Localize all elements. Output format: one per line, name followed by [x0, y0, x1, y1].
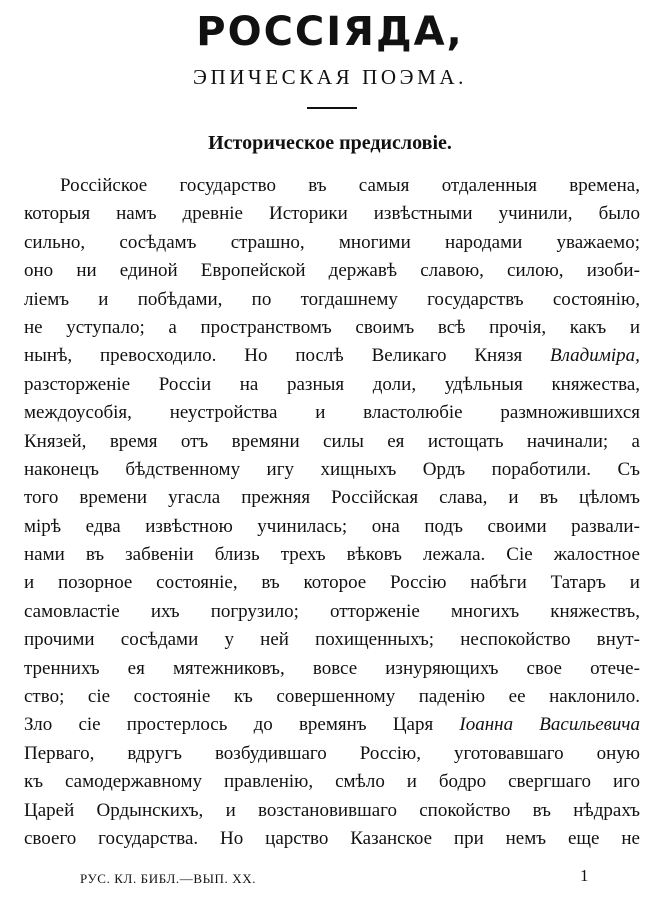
- body-word: всѣ: [437, 316, 466, 338]
- body-word: оно: [24, 260, 54, 282]
- body-word: спокойство: [419, 799, 511, 821]
- body-word: угасла: [168, 487, 221, 509]
- body-word: въ: [85, 544, 105, 566]
- body-word: Царя: [392, 714, 434, 736]
- body-word: послѣ: [295, 345, 344, 367]
- body-word: междоусобія,: [24, 402, 132, 424]
- body-word: ней: [260, 629, 289, 651]
- body-word: Ордынскихъ,: [96, 799, 204, 821]
- body-word: сильно,: [24, 231, 86, 253]
- body-word: сіе: [87, 686, 111, 708]
- body-word: княжествъ,: [550, 600, 640, 622]
- body-word: неспокойство: [460, 629, 571, 651]
- body-word: времени: [79, 487, 148, 509]
- body-word: размножившихся: [500, 402, 640, 424]
- body-word: подъ: [424, 515, 463, 537]
- body-word: простерлось: [126, 714, 228, 736]
- footer-signature: РУС. КЛ. БИБЛ.—ВЫП. XX.: [80, 871, 257, 886]
- body-word: забвеніи: [125, 544, 194, 566]
- body-word: княжества,: [551, 373, 640, 395]
- body-word: учинили,: [498, 203, 573, 225]
- body-word: Царей: [24, 799, 75, 821]
- body-word: внут-: [596, 629, 640, 651]
- body-word: въ: [532, 799, 551, 821]
- body-word: вовсе: [312, 657, 358, 679]
- body-word: учинилась;: [257, 515, 348, 537]
- body-word: разныя: [287, 373, 345, 395]
- title-divider: [307, 107, 357, 109]
- body-word: разсторженіе: [24, 373, 131, 395]
- page-number: 1: [580, 866, 589, 885]
- body-line: [24, 513, 640, 541]
- body-word: Владиміра,: [550, 345, 640, 367]
- body-word: треннихъ: [24, 657, 100, 679]
- body-line: [24, 257, 640, 285]
- document-subtitle: ЭПИЧЕСКАЯ ПОЭМА.: [193, 65, 467, 89]
- body-word: Россійское: [60, 175, 148, 196]
- body-word: многими: [338, 231, 411, 253]
- body-word: и: [508, 487, 519, 509]
- body-word: ни: [76, 260, 97, 282]
- body-word: Съ: [617, 458, 640, 480]
- body-word: нынѣ,: [24, 345, 73, 367]
- body-word: древніе: [182, 203, 243, 225]
- body-line: [24, 200, 640, 228]
- body-word: наконецъ: [24, 458, 99, 480]
- body-text: [24, 172, 640, 853]
- section-heading: Историческое предисловіе.: [208, 132, 452, 154]
- body-word: того: [24, 487, 59, 509]
- body-word: и: [98, 288, 109, 310]
- body-word: состояніе: [133, 686, 211, 708]
- body-word: лежала.: [422, 544, 486, 566]
- body-line: [24, 740, 640, 768]
- body-word: ство;: [24, 686, 65, 708]
- body-word: оную: [596, 742, 640, 764]
- body-word: намъ: [116, 203, 157, 225]
- body-word: едва: [85, 515, 121, 537]
- body-line: [24, 541, 640, 569]
- body-word: до: [253, 714, 273, 736]
- body-word: смѣло: [335, 771, 385, 793]
- body-word: нами: [24, 544, 65, 566]
- body-word: извѣстными: [373, 203, 473, 225]
- body-word: цѣломъ: [578, 487, 640, 509]
- body-line: [24, 683, 640, 711]
- body-word: на: [239, 373, 259, 395]
- body-word: бѣдственному: [125, 458, 241, 480]
- body-word: удѣльныя: [444, 373, 523, 395]
- body-word: силою,: [507, 260, 564, 282]
- body-word: совершенному: [276, 686, 396, 708]
- body-word: многихъ: [450, 600, 520, 622]
- body-word: Россіи: [158, 373, 212, 395]
- body-word: мятежниковъ,: [172, 657, 285, 679]
- body-word: развали-: [571, 515, 640, 537]
- body-word: царство: [265, 827, 329, 849]
- body-word: и: [629, 316, 640, 338]
- body-word: истощать: [427, 430, 504, 452]
- body-word: еще: [567, 827, 600, 849]
- body-word: и: [225, 799, 236, 821]
- body-word: время: [109, 430, 158, 452]
- body-word: а: [168, 316, 177, 338]
- body-word: вдругъ: [127, 742, 182, 764]
- body-word: и: [315, 402, 326, 424]
- body-word: свое: [526, 657, 562, 679]
- body-word: прочія,: [489, 316, 547, 338]
- body-word: Россію: [390, 572, 447, 594]
- body-word: и: [406, 771, 417, 793]
- body-word: славою,: [420, 260, 484, 282]
- body-word: похищенныхъ;: [315, 629, 435, 651]
- body-word: самыя: [358, 175, 410, 196]
- body-word: близь: [214, 544, 260, 566]
- body-word: въ: [308, 175, 327, 196]
- body-word: Россію,: [359, 742, 421, 764]
- body-word: трехъ: [280, 544, 326, 566]
- body-word: единой: [119, 260, 178, 282]
- body-word: по: [251, 288, 272, 310]
- body-word: при: [453, 827, 484, 849]
- body-word: отече-: [590, 657, 640, 679]
- body-word: превосходило.: [100, 345, 217, 367]
- body-word: побѣдами,: [137, 288, 223, 310]
- body-word: игу: [266, 458, 294, 480]
- body-word: Сіе: [506, 544, 533, 566]
- body-word: состоянію,: [552, 288, 640, 310]
- body-word: отъ: [180, 430, 209, 452]
- body-word: возбудившаго: [214, 742, 327, 764]
- body-line: [24, 399, 640, 427]
- body-line: [24, 314, 640, 342]
- body-word: хищныхъ: [320, 458, 397, 480]
- body-word: тогдашнему: [300, 288, 398, 310]
- body-word: ихъ: [150, 600, 180, 622]
- body-word: народами: [444, 231, 523, 253]
- body-word: и: [629, 572, 640, 594]
- body-word: Князя: [474, 345, 523, 367]
- body-word: властолюбіе: [363, 402, 463, 424]
- body-word: сіе: [78, 714, 101, 736]
- body-word: времянъ: [298, 714, 367, 736]
- body-word: позорное: [57, 572, 133, 594]
- body-word: Васильевича: [539, 714, 640, 736]
- body-word: страшно,: [230, 231, 305, 253]
- body-word: Князей,: [24, 430, 87, 452]
- body-word: прочими: [24, 629, 95, 651]
- body-line: [24, 172, 640, 200]
- body-line: [24, 229, 640, 257]
- body-word: Но: [244, 345, 268, 367]
- body-word: поработили.: [491, 458, 592, 480]
- body-word: набѣги: [470, 572, 527, 594]
- body-word: она: [371, 515, 400, 537]
- body-line: [24, 797, 640, 825]
- body-word: и: [24, 572, 35, 594]
- body-line: [24, 655, 640, 683]
- body-word: въ: [261, 572, 280, 594]
- body-word: государства.: [98, 827, 199, 849]
- body-word: какъ: [569, 316, 607, 338]
- body-word: Ордъ: [422, 458, 466, 480]
- body-word: немъ: [505, 827, 547, 849]
- body-word: времена,: [569, 175, 640, 196]
- body-word: начинали;: [526, 430, 609, 452]
- body-word: жалостное: [553, 544, 640, 566]
- body-word: державѣ: [328, 260, 398, 282]
- body-word: состояніе,: [156, 572, 238, 594]
- body-word: времяни: [231, 430, 300, 452]
- body-word: своими: [487, 515, 547, 537]
- body-word: уступало;: [66, 316, 145, 338]
- body-word: нѣдрахъ: [573, 799, 640, 821]
- body-word: государство: [179, 175, 276, 196]
- body-word: Историки: [268, 203, 348, 225]
- body-line: [24, 428, 640, 456]
- body-word: неустройства: [169, 402, 278, 424]
- body-word: Зло: [24, 714, 53, 736]
- body-word: Казанское: [350, 827, 433, 849]
- body-line: [24, 569, 640, 597]
- body-word: извѣстною: [145, 515, 233, 537]
- body-word: отторженіе: [329, 600, 420, 622]
- body-word: иго: [612, 771, 640, 793]
- body-word: которое: [303, 572, 367, 594]
- body-word: въ: [539, 487, 558, 509]
- body-word: слава,: [439, 487, 488, 509]
- body-line: [24, 371, 640, 399]
- body-line: [24, 711, 640, 739]
- body-word: наклонило.: [549, 686, 640, 708]
- body-word: Татаръ: [550, 572, 606, 594]
- body-word: Іоанна: [459, 714, 514, 736]
- body-line: [24, 598, 640, 626]
- body-word: бодро: [438, 771, 487, 793]
- body-word: свергшаго: [508, 771, 592, 793]
- document-title: РОССІЯДА,: [196, 9, 464, 55]
- body-word: изоби-: [586, 260, 640, 282]
- body-word: изнуряющихъ: [385, 657, 499, 679]
- body-word: мірѣ: [24, 515, 62, 537]
- body-word: силы: [323, 430, 364, 452]
- body-line: [24, 286, 640, 314]
- body-word: было: [598, 203, 640, 225]
- body-word: своего: [24, 827, 77, 849]
- body-word: къ: [233, 686, 253, 708]
- body-line: [24, 768, 640, 796]
- body-word: своимъ: [355, 316, 415, 338]
- body-word: правленію,: [223, 771, 314, 793]
- body-word: вѣковъ: [346, 544, 402, 566]
- body-word: сосѣдами: [120, 629, 199, 651]
- body-line: [24, 342, 640, 370]
- body-word: не: [621, 827, 640, 849]
- body-word: ліемъ: [24, 288, 70, 310]
- body-word: ея: [387, 430, 405, 452]
- body-line: [24, 456, 640, 484]
- body-word: доли,: [372, 373, 417, 395]
- body-word: самовластіе: [24, 600, 120, 622]
- body-line: [24, 626, 640, 654]
- body-word: которыя: [24, 203, 91, 225]
- body-line: [24, 484, 640, 512]
- body-word: прежняя: [241, 487, 311, 509]
- body-word: ее: [508, 686, 526, 708]
- body-word: паденію: [418, 686, 486, 708]
- body-word: ея: [127, 657, 145, 679]
- body-word: уготовавшаго: [453, 742, 564, 764]
- body-word: Перваго,: [24, 742, 95, 764]
- body-word: Россійская: [331, 487, 419, 509]
- body-word: государствъ: [427, 288, 524, 310]
- body-word: а: [631, 430, 640, 452]
- body-word: уважаемо;: [556, 231, 640, 253]
- body-word: Великаго: [371, 345, 447, 367]
- body-word: пространствомъ: [200, 316, 332, 338]
- body-word: Европейской: [200, 260, 306, 282]
- body-word: къ: [24, 771, 44, 793]
- body-word: самодержавному: [65, 771, 203, 793]
- body-word: Но: [220, 827, 244, 849]
- body-word: не: [24, 316, 43, 338]
- body-word: у: [224, 629, 234, 651]
- body-word: погрузило;: [210, 600, 299, 622]
- body-word: отдаленныя: [441, 175, 538, 196]
- body-word: сосѣдамъ: [119, 231, 197, 253]
- body-word: возстановившаго: [258, 799, 397, 821]
- body-line: [24, 825, 640, 853]
